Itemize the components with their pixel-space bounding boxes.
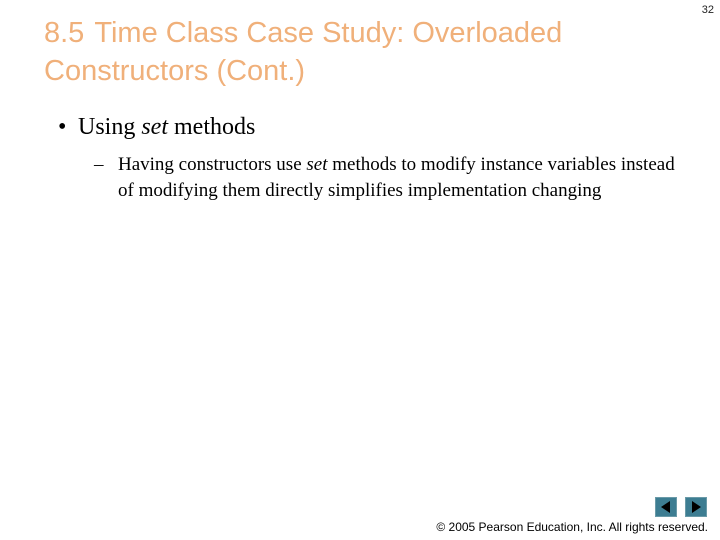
- triangle-right-icon: [686, 498, 706, 516]
- copyright-text: 2005 Pearson Education, Inc. All rights reserved.: [448, 520, 708, 534]
- copyright-footer: [436, 520, 708, 534]
- bullet-prefix: Using: [78, 114, 142, 140]
- sub-bullet-emphasis: set: [306, 154, 328, 175]
- sub-bullet-marker: –: [94, 154, 104, 175]
- page-number: 32: [701, 4, 714, 16]
- triangle-left-icon: [656, 498, 676, 516]
- title-text: Time Class Case Study: Overloaded Constructors (Cont.): [44, 17, 563, 87]
- copyright-symbol: ©: [436, 520, 446, 534]
- bullet-emphasis: set: [141, 114, 169, 140]
- next-slide-button[interactable]: [685, 497, 707, 517]
- bullet-using-set-methods: [58, 112, 255, 142]
- previous-slide-button[interactable]: [655, 497, 677, 517]
- sub-bullet-prefix: Having constructors use: [118, 154, 307, 175]
- sub-bullet-suffix: methods to modify instance variables instead of modifying them directly simplifies implementation changing: [118, 154, 675, 201]
- slide-title: [44, 14, 684, 90]
- section-number: 8.5: [44, 17, 85, 49]
- bullet-marker: •: [58, 114, 67, 140]
- sub-bullet-constructors: [94, 152, 678, 204]
- bullet-suffix: methods: [168, 114, 256, 140]
